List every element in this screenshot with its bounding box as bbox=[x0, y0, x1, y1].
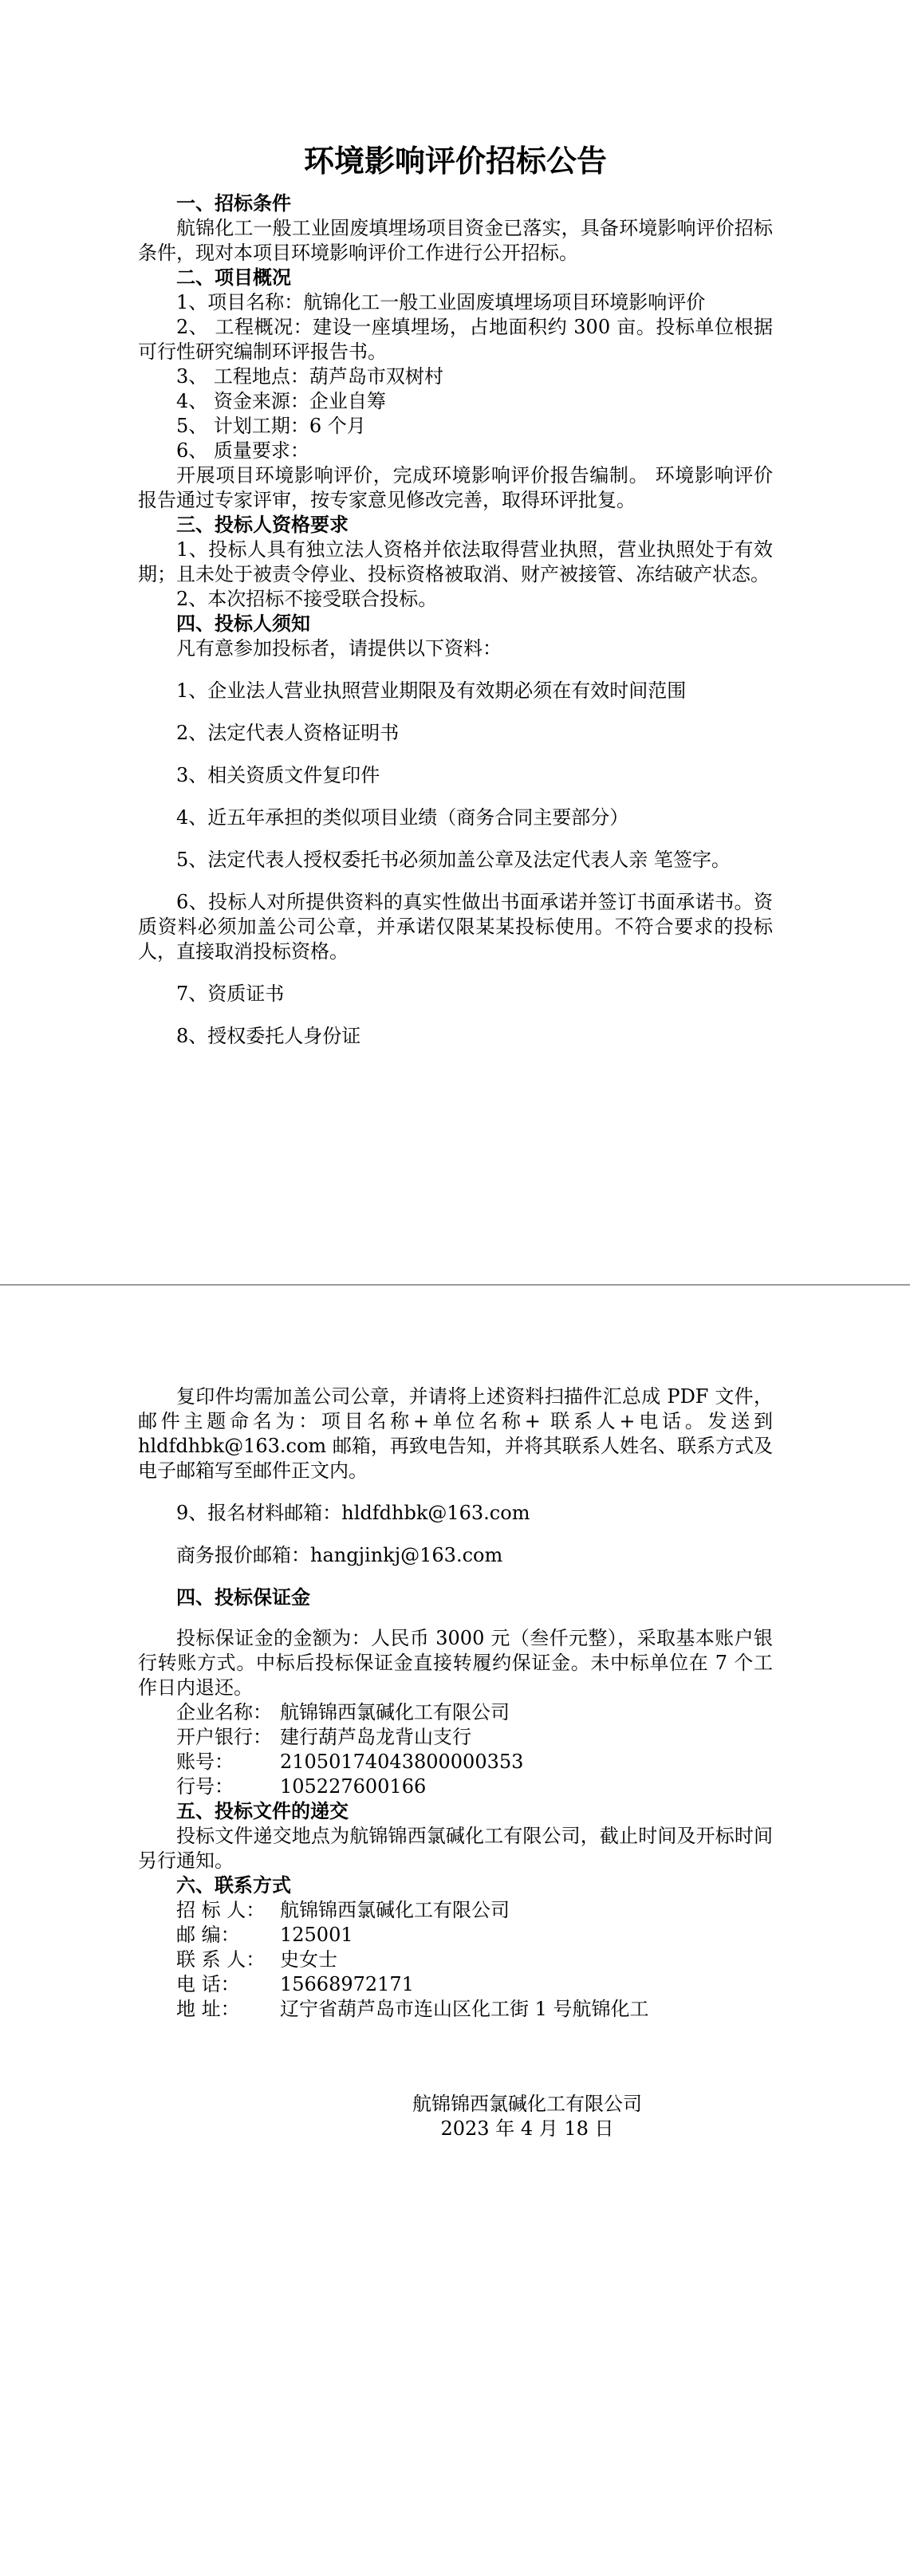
overview-item-schedule: 5、 计划工期：6 个月 bbox=[176, 415, 366, 437]
signature-date: 2023 年 4 月 18 日 bbox=[440, 2117, 614, 2140]
contact-tenderer-row bbox=[138, 1898, 773, 1923]
overview-item-name: 1、项目名称：航锦化工一般工业固废填埋场项目环境影响评价 bbox=[176, 291, 706, 313]
bank-number-row bbox=[138, 1774, 773, 1799]
page-2-content bbox=[138, 1385, 773, 2141]
bank-account-value: 21050174043800000353 bbox=[280, 1751, 524, 1773]
document-page-2 bbox=[0, 1287, 910, 2576]
notice-intro: 凡有意参加投标者，请提供以下资料： bbox=[176, 637, 502, 660]
signup-email-line: 9、报名材料邮箱：hldfdhbk@163.com bbox=[176, 1502, 530, 1524]
signature-company: 航锦锦西氯碱化工有限公司 bbox=[412, 2093, 642, 2115]
overview-item-scope: 2、 工程概况：建设一座填埋场，占地面积约 300 亩。投标单位根据可行性研究编制环评报告书。 bbox=[138, 316, 773, 363]
notice-item-8: 8、授权委托人身份证 bbox=[176, 1025, 361, 1047]
overview-item-funding: 4、 资金来源：企业自筹 bbox=[176, 390, 386, 412]
contact-phone-label: 电 话： bbox=[176, 1973, 240, 1995]
overview-item-quality: 6、 质量要求： bbox=[176, 439, 309, 462]
section-heading-qualification: 三、投标人资格要求 bbox=[176, 514, 349, 536]
section-heading-overview: 二、项目概况 bbox=[176, 266, 291, 289]
bank-name-label: 开户银行： bbox=[176, 1726, 272, 1748]
paragraph-copy-instructions: 复印件均需加盖公司公章，并请将上述资料扫描件汇总成 PDF 文件，邮件主题命名为：项目名称+单位名称+ 联系人+电话。发送到 hldfdhbk@163.com 邮箱，再致电告知，并将其联系人姓名、联系方式及电子邮箱写至邮件正文内。 bbox=[138, 1385, 773, 1482]
contact-postcode-label: 邮 编： bbox=[176, 1924, 240, 1946]
contact-postcode-row bbox=[138, 1923, 773, 1948]
notice-item-1: 1、企业法人营业执照营业期限及有效期必须在有效时间范围 bbox=[176, 679, 687, 702]
notice-item-3: 3、相关资质文件复印件 bbox=[176, 764, 380, 786]
document-page-1 bbox=[0, 0, 910, 1284]
section-heading-contact: 六、联系方式 bbox=[176, 1874, 291, 1897]
bank-company-value: 航锦锦西氯碱化工有限公司 bbox=[280, 1701, 510, 1723]
bank-number-value: 105227600166 bbox=[280, 1775, 427, 1798]
page-1-content bbox=[138, 142, 773, 1049]
contact-tenderer-label: 招 标 人： bbox=[176, 1899, 266, 1921]
bank-name-value: 建行葫芦岛龙背山支行 bbox=[280, 1726, 471, 1748]
paragraph-conditions: 航锦化工一般工业固废填埋场项目资金已落实，具备环境影响评价招标条件，现对本项目环境影响评价工作进行公开招标。 bbox=[138, 217, 773, 264]
bank-account-label: 账号： bbox=[176, 1751, 234, 1773]
contact-address-value: 辽宁省葫芦岛市连山区化工街 1 号航锦化工 bbox=[280, 1998, 649, 2020]
page-divider bbox=[0, 1284, 910, 1286]
contact-person-value: 史女士 bbox=[280, 1948, 337, 1971]
contact-address-label: 地 址： bbox=[176, 1998, 240, 2020]
contact-tenderer-value: 航锦锦西氯碱化工有限公司 bbox=[280, 1899, 510, 1921]
document-title: 环境影响评价招标公告 bbox=[303, 144, 607, 179]
paragraph-submission: 投标文件递交地点为航锦锦西氯碱化工有限公司，截止时间及开标时间另行通知。 bbox=[138, 1825, 773, 1872]
qualification-item-1: 1、投标人具有独立法人资格并依法取得营业执照，营业执照处于有效期；且未处于被责令停业、投标资格被取消、财产被接管、冻结破产状态。 bbox=[138, 538, 773, 585]
contact-person-label: 联 系 人： bbox=[176, 1948, 266, 1971]
bank-account-row bbox=[138, 1750, 773, 1774]
notice-item-7: 7、资质证书 bbox=[176, 983, 285, 1005]
paragraph-quality: 开展项目环境影响评价，完成环境影响评价报告编制。 环境影响评价报告通过专家评审，按专家意见修改完善，取得环评批复。 bbox=[138, 464, 773, 511]
business-email-line: 商务报价邮箱：hangjinkj@163.com bbox=[176, 1544, 503, 1566]
contact-person-row bbox=[138, 1948, 773, 1972]
section-heading-notice: 四、投标人须知 bbox=[176, 612, 310, 635]
notice-item-5: 5、法定代表人授权委托书必须加盖公章及法定代表人亲 笔签字。 bbox=[176, 849, 731, 871]
section-heading-conditions: 一、招标条件 bbox=[176, 192, 291, 215]
bank-number-label: 行号： bbox=[176, 1775, 234, 1798]
notice-item-2: 2、法定代表人资格证明书 bbox=[176, 722, 400, 744]
paragraph-deposit: 投标保证金的金额为：人民币 3000 元（叁仟元整），采取基本账户银行转账方式。中标后投标保证金直接转履约保证金。未中标单位在 7 个工作日内退还。 bbox=[138, 1627, 773, 1699]
contact-address-row bbox=[138, 1997, 773, 2022]
overview-item-location: 3、 工程地点：葫芦岛市双树村 bbox=[176, 365, 443, 388]
notice-item-6: 6、投标人对所提供资料的真实性做出书面承诺并签订书面承诺书。资质资料必须加盖公司公章，并承诺仅限某某投标使用。不符合要求的投标人，直接取消投标资格。 bbox=[138, 891, 773, 963]
notice-item-4: 4、近五年承担的类似项目业绩（商务合同主要部分） bbox=[176, 806, 629, 829]
bank-company-row bbox=[138, 1700, 773, 1725]
bank-company-label: 企业名称： bbox=[176, 1701, 272, 1723]
contact-phone-row bbox=[138, 1972, 773, 1997]
section-heading-submission: 五、投标文件的递交 bbox=[176, 1800, 349, 1822]
bank-name-row bbox=[138, 1725, 773, 1750]
section-heading-deposit: 四、投标保证金 bbox=[176, 1586, 310, 1609]
contact-postcode-value: 125001 bbox=[280, 1924, 353, 1946]
contact-phone-value: 15668972171 bbox=[280, 1973, 414, 1995]
qualification-item-2: 2、本次招标不接受联合投标。 bbox=[176, 588, 438, 610]
